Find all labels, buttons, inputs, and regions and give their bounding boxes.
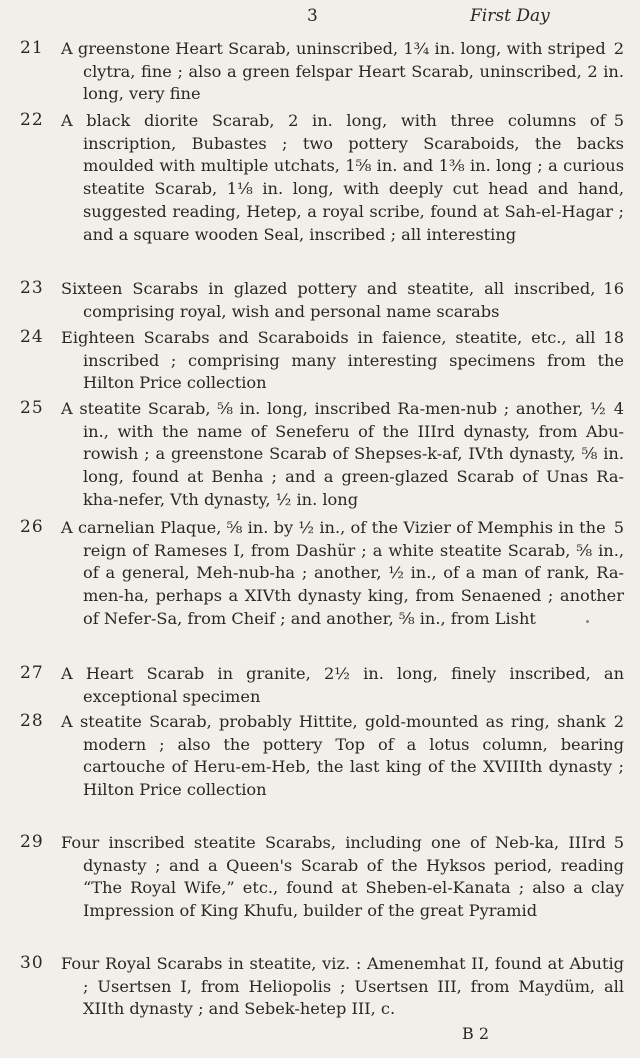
lot-number: 21 [20, 38, 44, 58]
lot-text: A steatite Scarab, ⅝ in. long, inscribed Ra-men-nub ; another, ½ in., with the name of Seneferu of the IIIrd dynasty, from Abu-rowish ; a greenstone Scarab of Shepses-k-af, IVth dynasty, ⅝ in. long, found at Benha ; and a green-glazed Scarab of Unas Ra-kha-nefer, Vth dynasty, ½ in. long [61, 399, 624, 509]
lot-number: 27 [20, 663, 44, 683]
lot-description [61, 38, 624, 106]
lot-text: Four Royal Scarabs in steatite, viz. : Amenemhat II, found at Abutig ; Usertsen I, from Heliopolis ; Usertsen III, from Maydüm, all XIIth dynasty ; and Sebek-hetep III, c. [61, 954, 624, 1019]
lot-description [61, 327, 624, 395]
paper-speck [586, 620, 589, 623]
lot-description [61, 398, 624, 512]
lot-number: 28 [20, 711, 44, 731]
running-title: First Day [470, 6, 550, 26]
lot-text: A greenstone Heart Scarab, uninscribed, 1¾ in. long, with striped clytra, fine ; also a green felspar Heart Scarab, uninscribed, 2 in. long, very fine [61, 39, 624, 104]
lot-text: Four inscribed steatite Scarabs, including one of Neb-ka, IIIrd dynasty ; and a Queen's Scarab of the Hyksos period, reading “The Royal Wife,” etc., found at Sheben-el-Kanata ; also a clay Impression of King Khufu, builder of the great Pyramid [61, 833, 624, 921]
lot-text: A black diorite Scarab, 2 in. long, with three columns of inscription, Bubastes ; two pottery Scaraboids, the backs moulded with multiple utchats, 1⅝ in. and 1⅜ in. long ; a curious steatite Scarab, 1⅛ in. long, with deeply cut head and hand, suggested reading, Hetep, a royal scribe, found at Sah-el-Hagar ; and a square wooden Seal, inscribed ; all interesting [61, 111, 624, 244]
lot-text: A Heart Scarab in granite, 2½ in. long, finely inscribed, an exceptional specimen [61, 664, 624, 706]
lot-text: Eighteen Scarabs and Scaraboids in faience, steatite, etc., all inscribed ; comprising many interesting specimens from the Hilton Price collection [61, 328, 624, 393]
lot-description [61, 110, 624, 246]
page-number: 3 [307, 6, 318, 26]
lot-description [61, 278, 624, 323]
lot-quantity: 2 [613, 712, 624, 731]
lot-quantity: 2 [613, 39, 624, 58]
signature-mark: B 2 [462, 1024, 490, 1043]
lot-quantity: 5 [613, 833, 624, 852]
lot-quantity: 16 [603, 279, 624, 298]
lot-number: 30 [20, 953, 44, 973]
lot-number: 23 [20, 278, 44, 298]
lot-text: A steatite Scarab, probably Hittite, gold-mounted as ring, shank modern ; also the pottery Top of a lotus column, bearing cartouche of Heru-em-Heb, the last king of the XVIIIth dynasty ; Hilton Price collection [61, 712, 624, 800]
lot-description [61, 517, 624, 631]
lot-number: 29 [20, 832, 44, 852]
lot-number: 22 [20, 110, 44, 130]
lot-quantity: 5 [613, 518, 624, 537]
lot-quantity: 5 [613, 111, 624, 130]
lot-text: Sixteen Scarabs in glazed pottery and steatite, all inscribed, comprising royal, wish and personal name scarabs [61, 279, 596, 321]
lot-number: 25 [20, 398, 44, 418]
lot-number: 24 [20, 327, 44, 347]
lot-description [61, 663, 624, 708]
lot-quantity: 4 [613, 399, 624, 418]
lot-description [61, 832, 624, 923]
lot-text: A carnelian Plaque, ⅝ in. by ½ in., of the Vizier of Memphis in the reign of Rameses I, from Dashür ; a white steatite Scarab, ⅝ in., of a general, Meh-nub-ha ; another, ½ in., of a man of rank, Ra-men-ha, perhaps a XIVth dynasty king, from Senaened ; another of Nefer-Sa, from Cheif ; and another, ⅝ in., from Lisht [61, 518, 624, 628]
lot-description [61, 953, 624, 1021]
lot-description [61, 711, 624, 802]
lot-number: 26 [20, 517, 44, 537]
page-header [0, 2, 640, 28]
lot-quantity: 18 [603, 328, 624, 347]
